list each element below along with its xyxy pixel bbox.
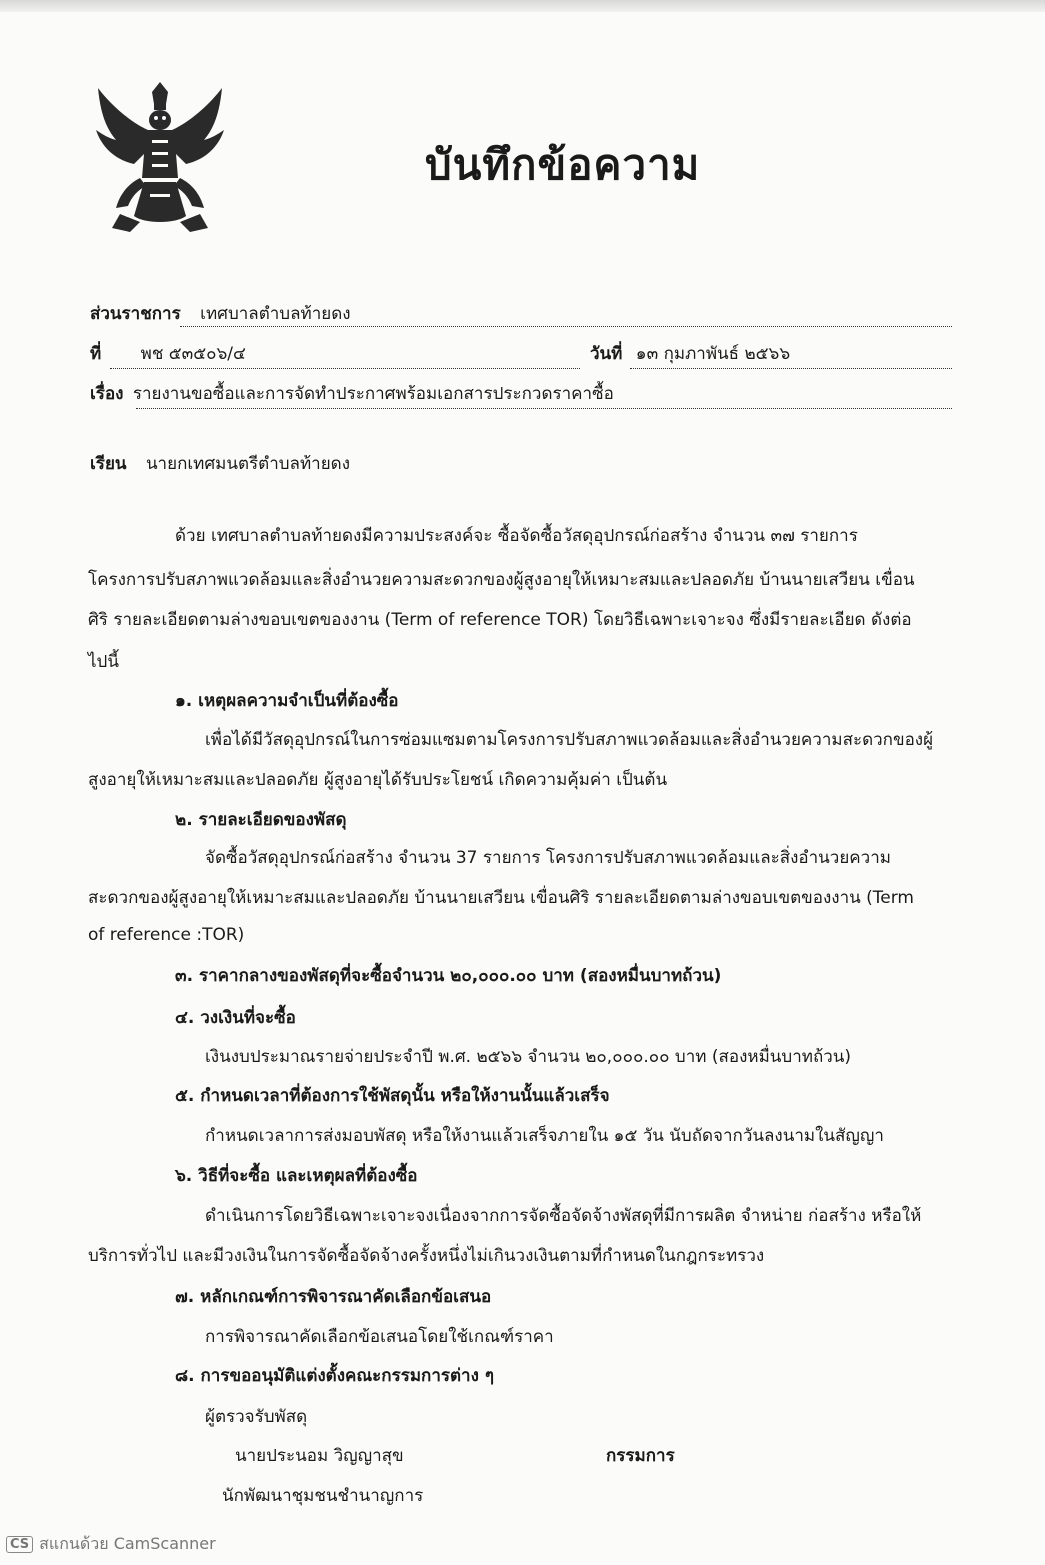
section-1-body: สูงอายุให้เหมาะสมและปลอดภัย ผู้สูงอายุได้รับประโยชน์ เกิดความคุ้มค่า เป็นต้น bbox=[88, 770, 668, 790]
agency-label: ส่วนราชการ bbox=[90, 304, 181, 324]
section-3-title: ๓. ราคากลางของพัสดุที่จะซื้อจำนวน ๒๐,๐๐๐.๐๐ บาท (สองหมื่นบาทถ้วน) bbox=[175, 966, 722, 986]
section-7-title: ๗. หลักเกณฑ์การพิจารณาคัดเลือกข้อเสนอ bbox=[175, 1287, 492, 1307]
agency-row bbox=[90, 300, 351, 327]
date-value: ๑๓ กุมภาพันธ์ ๒๕๖๖ bbox=[635, 344, 791, 364]
section-2-title: ๒. รายละเอียดของพัสดุ bbox=[175, 810, 347, 830]
subject-value: รายงานขอซื้อและการจัดทำประกาศพร้อมเอกสารประกวดราคาซื้อ bbox=[132, 384, 614, 404]
member-role: กรรมการ bbox=[606, 1446, 675, 1466]
subject-row bbox=[90, 380, 614, 407]
scan-top-edge bbox=[0, 0, 1045, 12]
section-2-body: จัดซื้อวัสดุอุปกรณ์ก่อสร้าง จำนวน 37 รายการ โครงการปรับสภาพแวดล้อมและสิ่งอำนวยความ bbox=[205, 848, 891, 868]
ref-value: พช ๕๓๕๐๖/๔ bbox=[140, 344, 246, 364]
intro-line: ไปนี้ bbox=[88, 652, 119, 672]
date-underline bbox=[630, 368, 952, 369]
subject-underline bbox=[136, 408, 952, 409]
section-6-title: ๖. วิธีที่จะซื้อ และเหตุผลที่ต้องซื้อ bbox=[175, 1166, 418, 1186]
subject-label: เรื่อง bbox=[90, 384, 124, 404]
intro-line: ด้วย เทศบาลตำบลท้ายดงมีความประสงค์จะ ซื้อจัดซื้อวัสดุอุปกรณ์ก่อสร้าง จำนวน ๓๗ รายการ bbox=[175, 526, 858, 546]
intro-line: ศิริ รายละเอียดตามล่างขอบเขตของงาน (Term of reference TOR) โดยวิธีเฉพาะเจาะจง ซึ่งมีรายละเอียด ดังต่อ bbox=[88, 610, 912, 630]
camscanner-watermark bbox=[6, 1532, 216, 1557]
ref-underline bbox=[110, 368, 580, 369]
date-row bbox=[590, 340, 790, 367]
section-5-body: กำหนดเวลาการส่งมอบพัสดุ หรือให้งานแล้วเสร็จภายใน ๑๕ วัน นับถัดจากวันลงนามในสัญญา bbox=[205, 1126, 884, 1146]
intro-line: โครงการปรับสภาพแวดล้อมและสิ่งอำนวยความสะดวกของผู้สูงอายุให้เหมาะสมและปลอดภัย บ้านนายเสวียน เขื่อน bbox=[88, 570, 915, 590]
to-label: เรียน bbox=[90, 454, 127, 474]
section-4-body: เงินงบประมาณรายจ่ายประจำปี พ.ศ. ๒๕๖๖ จำนวน ๒๐,๐๐๐.๐๐ บาท (สองหมื่นบาทถ้วน) bbox=[205, 1047, 852, 1067]
camscanner-text: สแกนด้วย CamScanner bbox=[39, 1534, 216, 1553]
section-2-body: of reference :TOR) bbox=[88, 925, 245, 945]
to-value: นายกเทศมนตรีตำบลท้ายดง bbox=[145, 454, 351, 474]
member-name: นายประนอม วิญญาสุข bbox=[235, 1446, 404, 1466]
section-1-body: เพื่อได้มีวัสดุอุปกรณ์ในการซ่อมแซมตามโครงการปรับสภาพแวดล้อมและสิ่งอำนวยความสะดวกของผู้ bbox=[205, 730, 934, 750]
ref-row bbox=[90, 340, 246, 367]
section-6-body: บริการทั่วไป และมีวงเงินในการจัดซื้อจัดจ้างครั้งหนึ่งไม่เกินวงเงินตามที่กำหนดในกฎกระทรวง bbox=[88, 1246, 765, 1266]
section-2-body: สะดวกของผู้สูงอายุให้เหมาะสมและปลอดภัย บ้านนายเสวียน เขื่อนศิริ รายละเอียดตามล่างขอบเขตของงาน (Term bbox=[88, 888, 914, 908]
agency-value: เทศบาลตำบลท้ายดง bbox=[200, 304, 351, 324]
garuda-emblem-icon bbox=[90, 82, 230, 232]
to-row bbox=[90, 450, 350, 477]
section-1-title: ๑. เหตุผลความจำเป็นที่ต้องซื้อ bbox=[175, 691, 399, 711]
camscanner-logo-icon: CS bbox=[6, 1536, 33, 1553]
section-5-title: ๕. กำหนดเวลาที่ต้องการใช้พัสดุนั้น หรือให้งานนั้นแล้วเสร็จ bbox=[175, 1086, 610, 1106]
section-4-title: ๔. วงเงินที่จะซื้อ bbox=[175, 1008, 296, 1028]
page-title: บันทึกข้อความ bbox=[425, 140, 701, 189]
section-7-body: การพิจารณาคัดเลือกข้อเสนอโดยใช้เกณฑ์ราคา bbox=[205, 1327, 554, 1347]
section-6-body: ดำเนินการโดยวิธีเฉพาะเจาะจงเนื่องจากการจัดซื้อจัดจ้างพัสดุที่มีการผลิต จำหน่าย ก่อสร้าง หรือให้ bbox=[205, 1206, 922, 1226]
member-position: นักพัฒนาชุมชนชำนาญการ bbox=[222, 1486, 424, 1506]
ref-label: ที่ bbox=[90, 344, 102, 364]
agency-underline bbox=[180, 326, 952, 327]
date-label: วันที่ bbox=[590, 344, 623, 364]
section-8-title: ๘. การขออนุมัติแต่งตั้งคณะกรรมการต่าง ๆ bbox=[175, 1366, 494, 1386]
section-8-sub: ผู้ตรวจรับพัสดุ bbox=[205, 1407, 308, 1427]
